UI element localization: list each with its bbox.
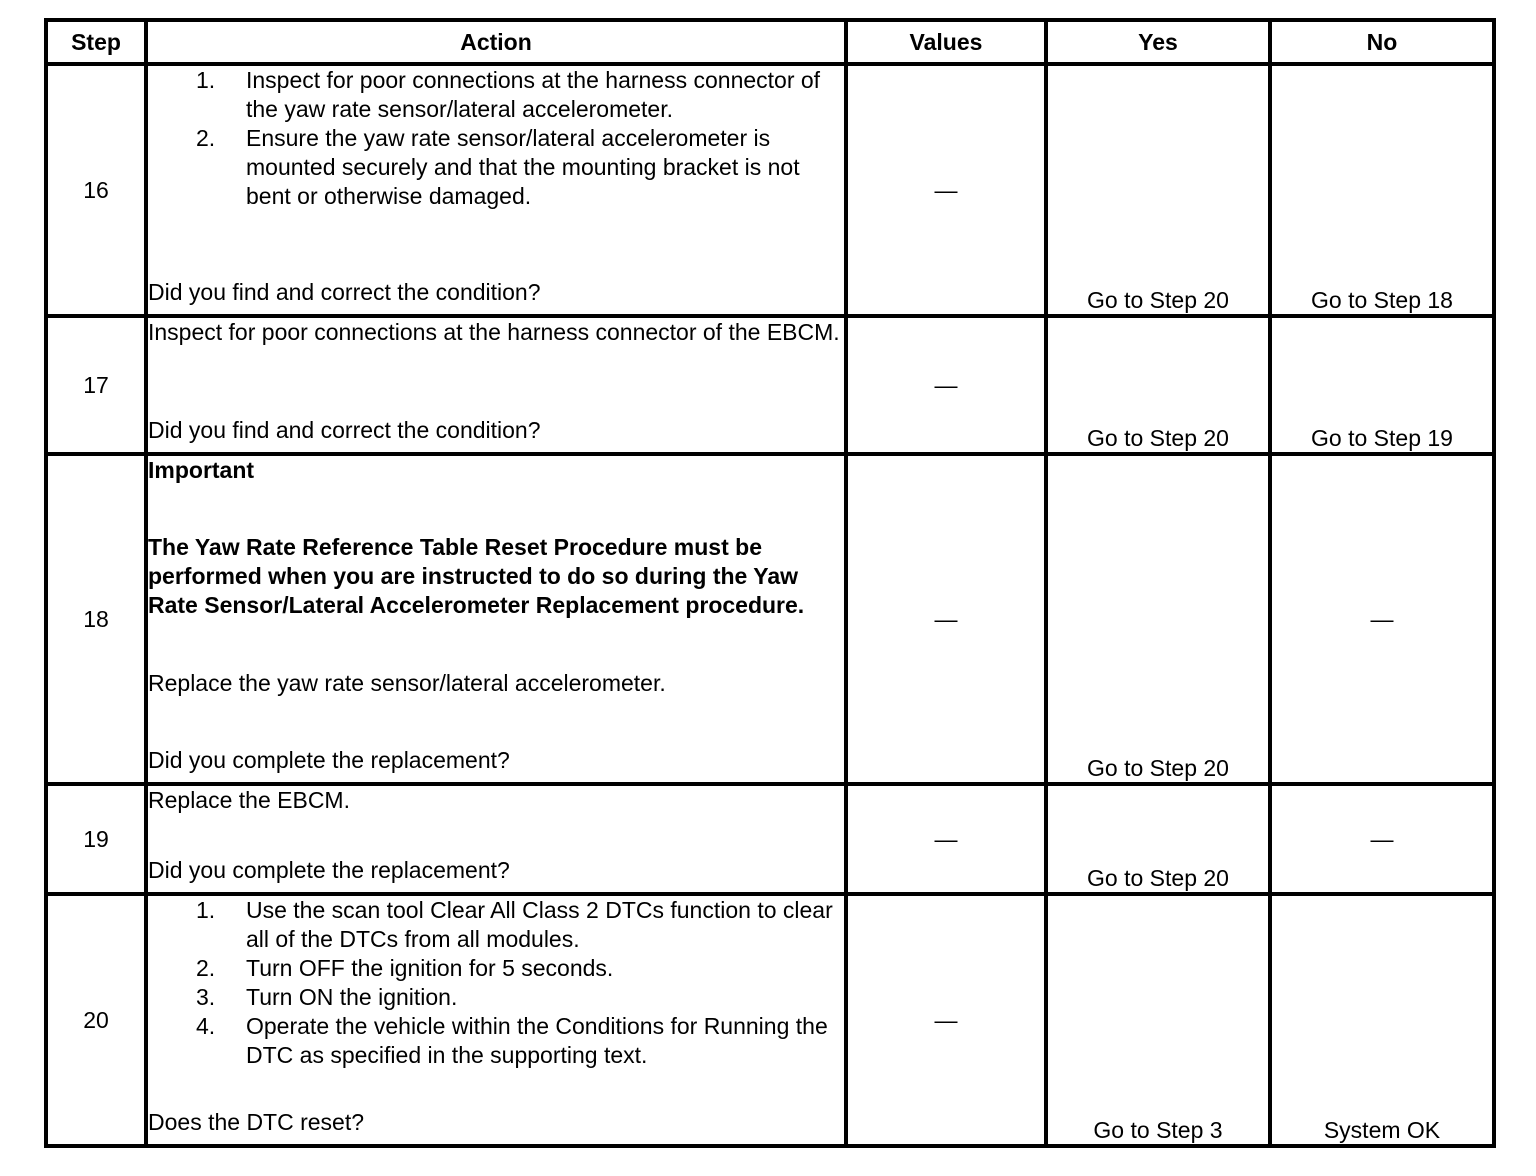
- list-item: [148, 983, 844, 1012]
- header-action: Action: [146, 20, 846, 64]
- instruction-list: [148, 66, 844, 211]
- yes-cell: Go to Step 3: [1046, 894, 1270, 1146]
- header-step: Step: [46, 20, 146, 64]
- action-cell: [146, 64, 846, 316]
- no-cell: —: [1270, 454, 1494, 784]
- no-cell: Go to Step 18: [1270, 64, 1494, 316]
- table-row: [46, 316, 1494, 454]
- important-label: Important: [148, 457, 255, 483]
- item-number: 2.: [196, 955, 216, 981]
- item-text: Operate the vehicle within the Conditions for Running the DTC as specified in the supporting text.: [246, 1013, 828, 1068]
- values-cell: —: [846, 784, 1046, 894]
- header-values: Values: [846, 20, 1046, 64]
- question-text: Does the DTC reset?: [148, 1109, 365, 1135]
- question-text: Did you complete the replacement?: [148, 857, 510, 883]
- important-text: The Yaw Rate Reference Table Reset Procedure must be performed when you are instructed to do so during the Yaw Rate Sensor/Lateral Accelerometer Replacement procedure.: [148, 534, 805, 619]
- diagnostic-table: [44, 18, 1496, 1148]
- yes-cell: Go to Step 20: [1046, 316, 1270, 454]
- question-text: Did you complete the replacement?: [148, 746, 510, 773]
- item-text: Ensure the yaw rate sensor/lateral accelerometer is mounted securely and that the mounting bracket is not bent or otherwise damaged.: [246, 125, 800, 209]
- table-row: [46, 784, 1494, 894]
- values-cell: —: [846, 316, 1046, 454]
- header-yes: Yes: [1046, 20, 1270, 64]
- action-text: Inspect for poor connections at the harness connector of the EBCM.: [148, 319, 840, 345]
- yes-cell: Go to Step 20: [1046, 784, 1270, 894]
- values-cell: —: [846, 894, 1046, 1146]
- question-text: Did you find and correct the condition?: [148, 417, 541, 443]
- values-cell: —: [846, 64, 1046, 316]
- table-row: [46, 454, 1494, 784]
- instruction-list: [148, 896, 844, 1070]
- values-cell: —: [846, 454, 1046, 784]
- step-number: 17: [46, 316, 146, 454]
- item-number: 2.: [196, 125, 216, 151]
- list-item: [148, 1012, 844, 1070]
- action-text: Replace the yaw rate sensor/lateral accelerometer.: [148, 669, 666, 696]
- table-row: [46, 64, 1494, 316]
- action-cell: [146, 316, 846, 454]
- item-number: 4.: [196, 1013, 216, 1039]
- step-number: 18: [46, 454, 146, 784]
- header-no: No: [1270, 20, 1494, 64]
- table-row: [46, 894, 1494, 1146]
- list-item: [148, 124, 844, 211]
- item-number: 3.: [196, 984, 216, 1010]
- step-number: 20: [46, 894, 146, 1146]
- step-number: 16: [46, 64, 146, 316]
- question-text: Did you find and correct the condition?: [148, 279, 541, 305]
- action-cell: [146, 454, 846, 784]
- yes-cell: Go to Step 20: [1046, 64, 1270, 316]
- action-cell: [146, 894, 846, 1146]
- no-cell: —: [1270, 784, 1494, 894]
- item-number: 1.: [196, 897, 216, 923]
- item-text: Turn ON the ignition.: [246, 984, 458, 1010]
- list-item: [148, 66, 844, 124]
- no-cell: Go to Step 19: [1270, 316, 1494, 454]
- no-cell: System OK: [1270, 894, 1494, 1146]
- item-text: Use the scan tool Clear All Class 2 DTCs function to clear all of the DTCs from all modules.: [246, 897, 833, 952]
- step-number: 19: [46, 784, 146, 894]
- item-text: Inspect for poor connections at the harness connector of the yaw rate sensor/lateral accelerometer.: [246, 67, 821, 122]
- list-item: [148, 954, 844, 983]
- header-row: [46, 20, 1494, 64]
- item-text: Turn OFF the ignition for 5 seconds.: [246, 955, 614, 981]
- item-number: 1.: [196, 67, 216, 93]
- action-text: Replace the EBCM.: [148, 787, 350, 813]
- yes-cell: Go to Step 20: [1046, 454, 1270, 784]
- list-item: [148, 896, 844, 954]
- action-cell: [146, 784, 846, 894]
